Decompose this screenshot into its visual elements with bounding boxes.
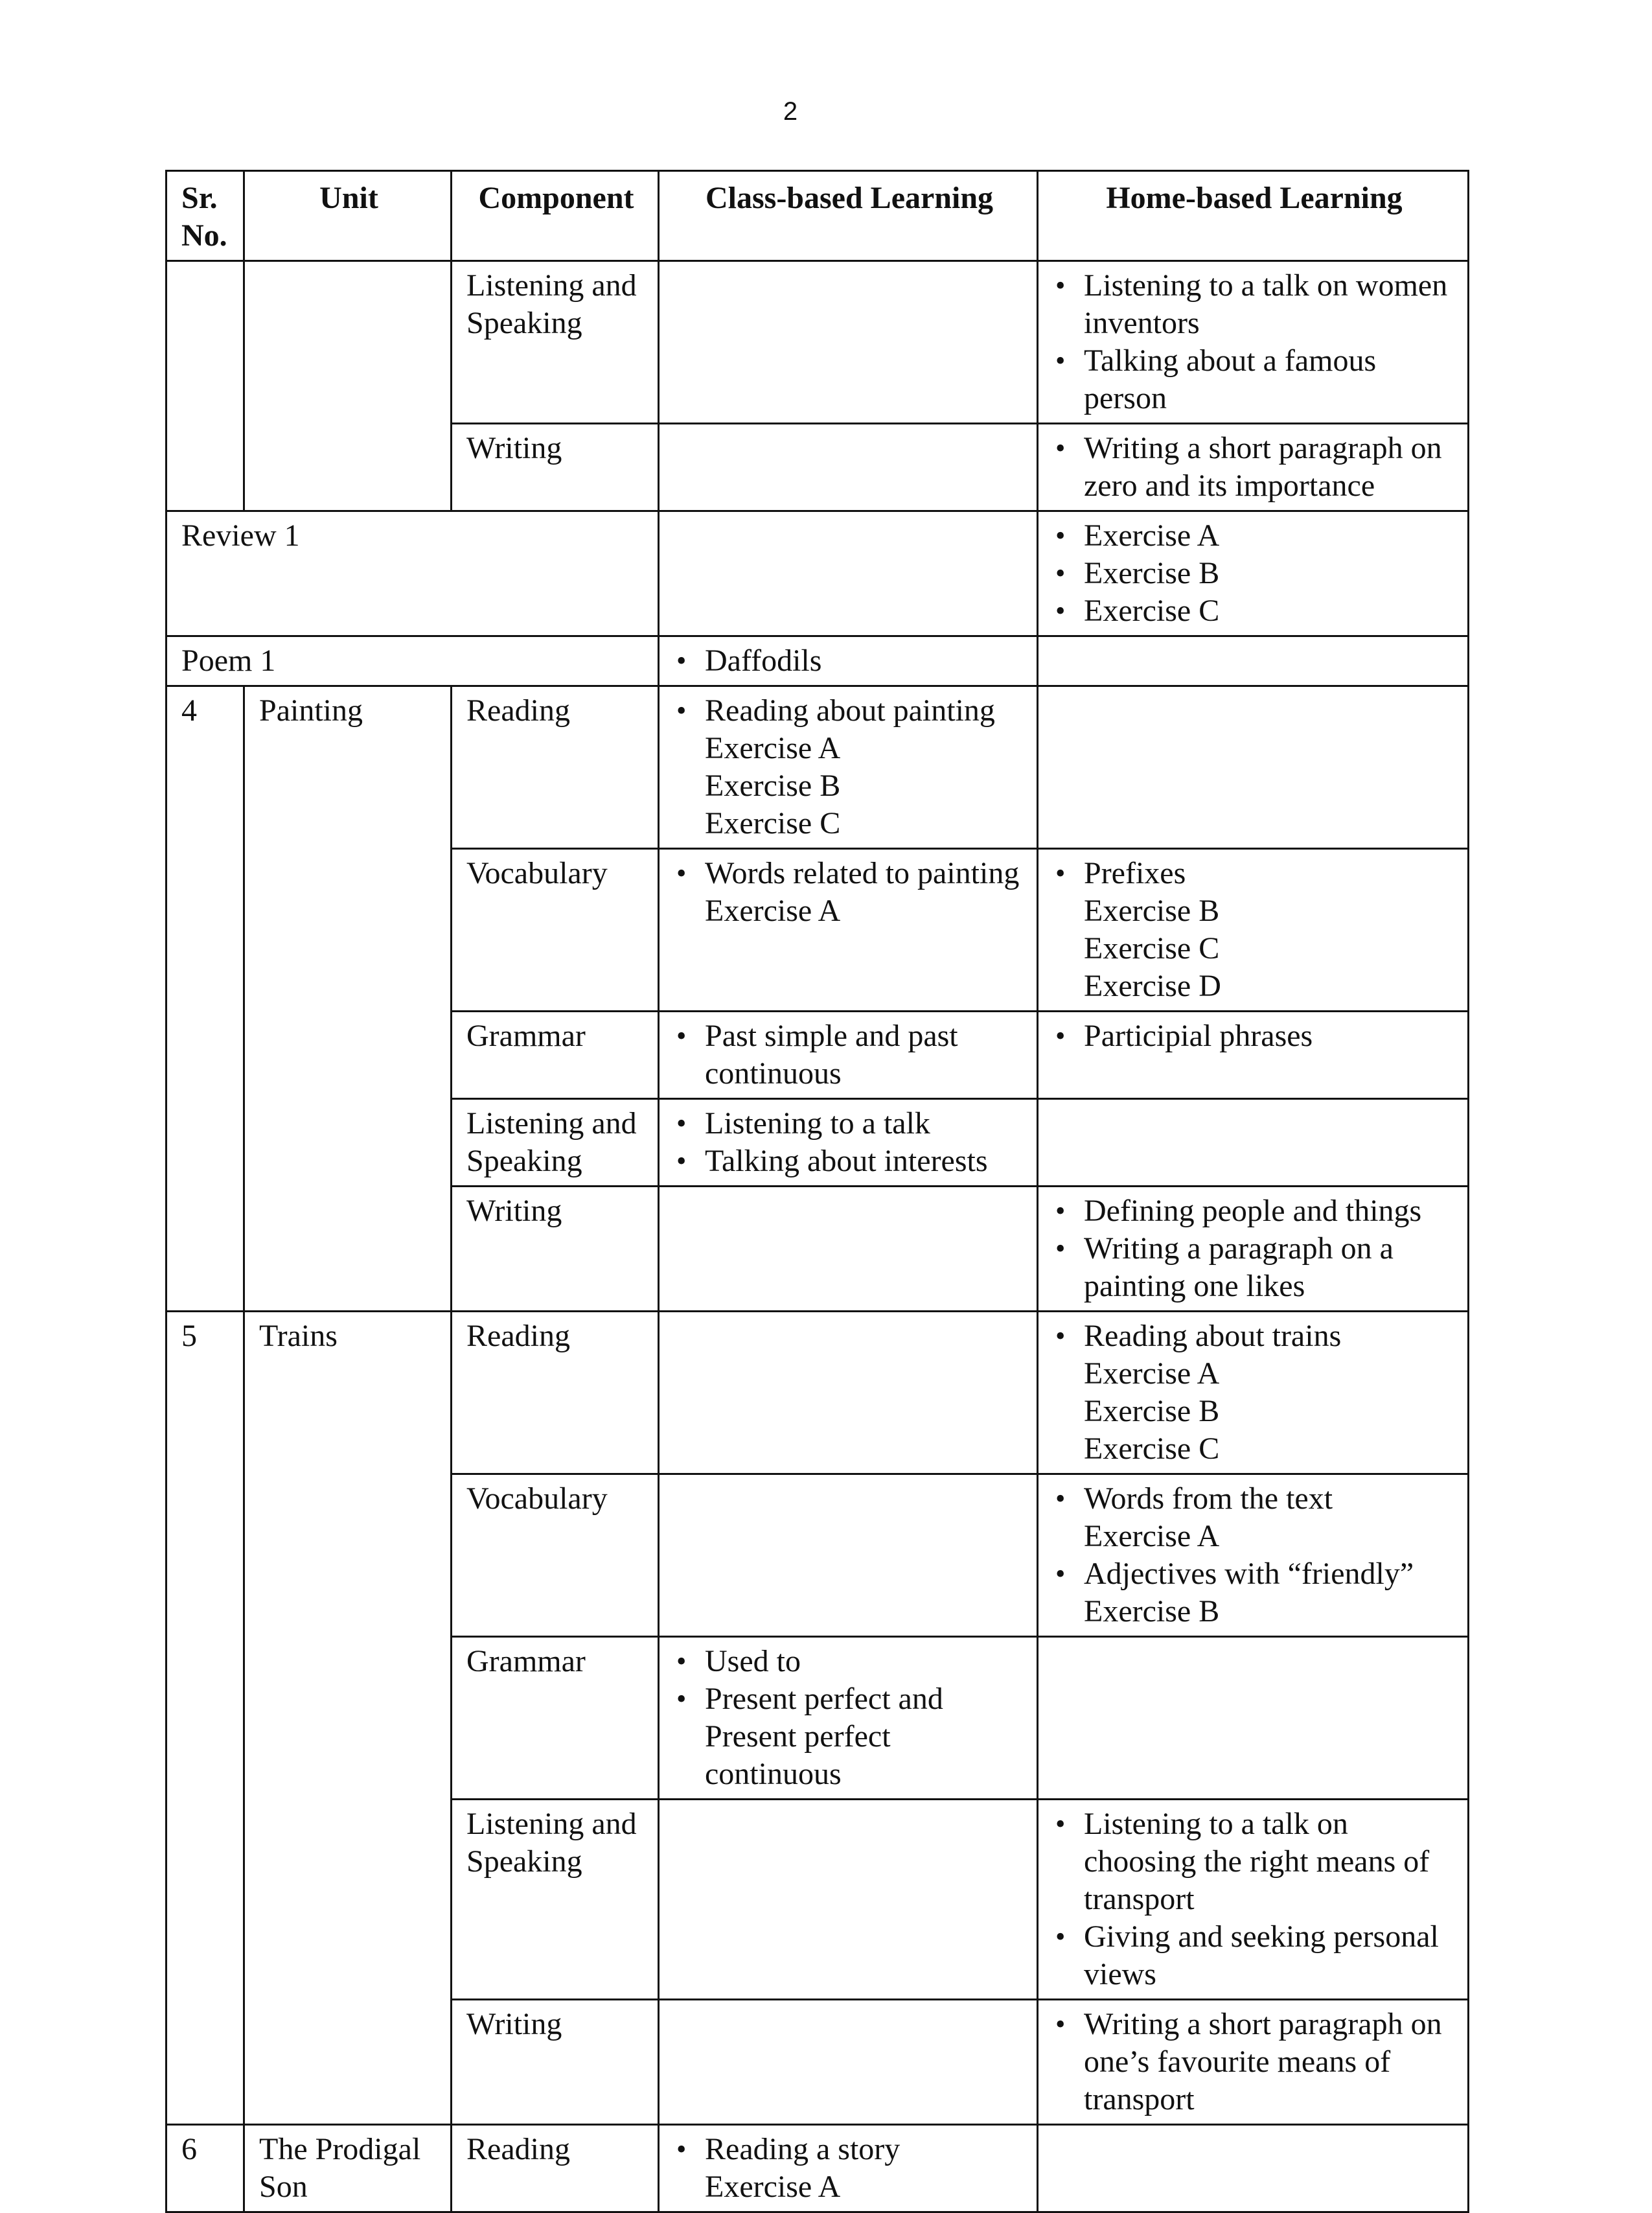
poem-label: Poem 1 xyxy=(166,636,659,686)
home-cell xyxy=(1038,1012,1469,1099)
home-cell xyxy=(1038,849,1469,1012)
list-item xyxy=(705,692,1025,842)
list-item: • Defining people and things xyxy=(1084,1192,1456,1230)
header-home-based: Home-based Learning xyxy=(1038,171,1469,261)
exercise-label: Exercise C xyxy=(705,806,841,840)
home-cell xyxy=(1038,1187,1469,1312)
sr-cell-empty xyxy=(166,261,244,511)
component-cell: Vocabulary xyxy=(452,849,659,1012)
table-row xyxy=(166,261,1469,424)
component-cell: Reading xyxy=(452,2125,659,2212)
component-cell: Writing xyxy=(452,1187,659,1312)
component-cell: Writing xyxy=(452,2000,659,2125)
list-item: • Writing a short paragraph on one’s favourite means of transport xyxy=(1084,2006,1456,2118)
home-cell xyxy=(1038,2000,1469,2125)
item-title: Words from the text xyxy=(1084,1481,1333,1516)
list-item: • Listening to a talk xyxy=(705,1105,1025,1142)
item-title: Reading about trains xyxy=(1084,1319,1342,1353)
item-title: Adjectives with “friendly” xyxy=(1084,1557,1414,1591)
list-item: • Exercise A xyxy=(1084,517,1456,555)
component-cell: Grammar xyxy=(452,1012,659,1099)
home-cell xyxy=(1038,1637,1469,1800)
class-cell xyxy=(659,511,1038,636)
item-title: Reading about painting xyxy=(705,693,995,728)
header-sr-no: Sr. No. xyxy=(166,171,244,261)
list-item: • Giving and seeking personal views xyxy=(1084,1918,1456,1993)
table-row xyxy=(166,511,1469,636)
class-cell xyxy=(659,1637,1038,1800)
component-cell: Reading xyxy=(452,1312,659,1474)
component-cell: Reading xyxy=(452,686,659,849)
header-unit: Unit xyxy=(244,171,452,261)
list-item xyxy=(705,2131,1025,2206)
exercise-label: Exercise A xyxy=(1084,1519,1220,1553)
list-item: • Listening to a talk on choosing the right means of transport xyxy=(1084,1805,1456,1918)
exercise-label: Exercise D xyxy=(1084,969,1221,1003)
exercise-label: Exercise A xyxy=(705,894,841,928)
home-cell xyxy=(1038,1099,1469,1187)
home-cell xyxy=(1038,2125,1469,2212)
list-item: • Daffodils xyxy=(705,642,1025,680)
list-item: • Past simple and past continuous xyxy=(705,1017,1025,1093)
class-cell xyxy=(659,2000,1038,2125)
sr-cell: 4 xyxy=(166,686,244,1312)
list-item: • Listening to a talk on women inventors xyxy=(1084,267,1456,342)
component-cell: Grammar xyxy=(452,1637,659,1800)
table-row xyxy=(166,1312,1469,1474)
exercise-label: Exercise C xyxy=(1084,1431,1220,1466)
component-cell: Listening and Speaking xyxy=(452,261,659,424)
sr-cell: 5 xyxy=(166,1312,244,2125)
class-cell xyxy=(659,1187,1038,1312)
list-item: • Talking about a famous person xyxy=(1084,342,1456,417)
home-cell xyxy=(1038,686,1469,849)
exercise-label: Exercise A xyxy=(705,731,841,765)
home-cell xyxy=(1038,511,1469,636)
list-item xyxy=(1084,1317,1456,1468)
class-cell xyxy=(659,261,1038,424)
exercise-label: Exercise B xyxy=(1084,1394,1220,1428)
unit-cell-empty xyxy=(244,261,452,511)
header-class-based: Class-based Learning xyxy=(659,171,1038,261)
list-item: • Present perfect and Present perfect continuous xyxy=(705,1680,1025,1793)
unit-name: Trains xyxy=(244,1312,452,2125)
class-cell xyxy=(659,686,1038,849)
exercise-label: Exercise C xyxy=(1084,931,1220,966)
home-cell xyxy=(1038,1312,1469,1474)
class-cell xyxy=(659,2125,1038,2212)
list-item: • Exercise B xyxy=(1084,555,1456,592)
list-item: • Exercise C xyxy=(1084,592,1456,630)
class-cell xyxy=(659,1312,1038,1474)
list-item: • Talking about interests xyxy=(705,1142,1025,1180)
table-row xyxy=(166,636,1469,686)
exercise-label: Exercise B xyxy=(1084,894,1220,928)
table-row xyxy=(166,2125,1469,2212)
item-title: Words related to painting xyxy=(705,856,1020,890)
exercise-label: Exercise B xyxy=(1084,1594,1220,1628)
component-cell: Listening and Speaking xyxy=(452,1800,659,2000)
home-cell xyxy=(1038,636,1469,686)
exercise-label: Exercise A xyxy=(1084,1356,1220,1391)
class-cell xyxy=(659,1099,1038,1187)
list-item: • Participial phrases xyxy=(1084,1017,1456,1055)
home-cell xyxy=(1038,1800,1469,2000)
list-item xyxy=(705,855,1025,930)
unit-name: Painting xyxy=(244,686,452,1312)
review-label: Review 1 xyxy=(166,511,659,636)
header-component: Component xyxy=(452,171,659,261)
class-cell xyxy=(659,424,1038,511)
component-cell: Writing xyxy=(452,424,659,511)
item-title: Prefixes xyxy=(1084,856,1186,890)
list-item xyxy=(1084,1480,1456,1555)
list-item: • Used to xyxy=(705,1643,1025,1680)
item-title: Reading a story xyxy=(705,2132,901,2166)
home-cell xyxy=(1038,424,1469,511)
exercise-label: Exercise A xyxy=(705,2170,841,2204)
class-cell xyxy=(659,1800,1038,2000)
class-cell xyxy=(659,1474,1038,1637)
component-cell: Listening and Speaking xyxy=(452,1099,659,1187)
home-cell xyxy=(1038,1474,1469,1637)
syllabus-table xyxy=(165,170,1469,2213)
table-row xyxy=(166,686,1469,849)
exercise-label: Exercise B xyxy=(705,769,841,803)
component-cell: Vocabulary xyxy=(452,1474,659,1637)
list-item: • Writing a short paragraph on zero and its importance xyxy=(1084,430,1456,505)
list-item: • Writing a paragraph on a painting one likes xyxy=(1084,1230,1456,1305)
class-cell xyxy=(659,849,1038,1012)
class-cell xyxy=(659,1012,1038,1099)
class-cell xyxy=(659,636,1038,686)
sr-cell: 6 xyxy=(166,2125,244,2212)
home-cell xyxy=(1038,261,1469,424)
unit-name: The Prodigal Son xyxy=(244,2125,452,2212)
page-number: 2 xyxy=(783,97,798,126)
list-item xyxy=(1084,855,1456,1005)
header-row xyxy=(166,171,1469,261)
list-item xyxy=(1084,1555,1456,1630)
